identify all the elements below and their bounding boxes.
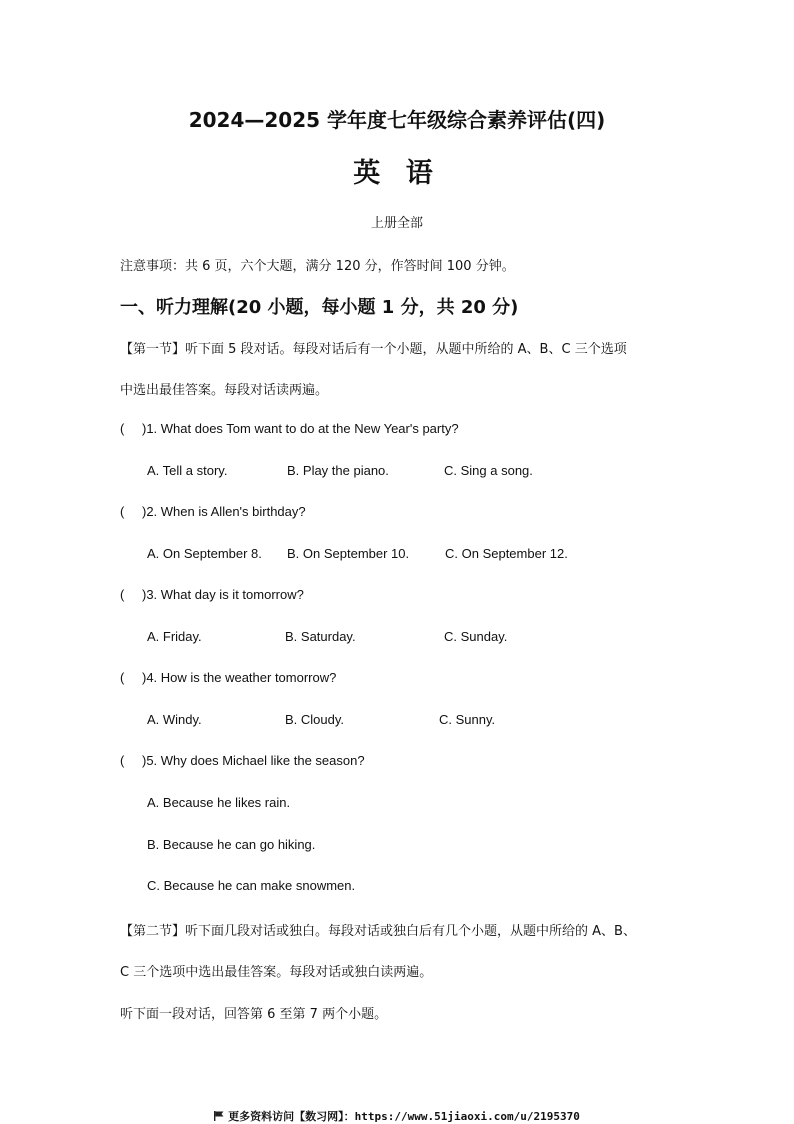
question-2 bbox=[120, 504, 306, 519]
q1-option-a: A. Tell a story. bbox=[147, 463, 228, 478]
q2-option-c: C. On September 12. bbox=[445, 546, 568, 561]
question-stem: )4. How is the weather tomorrow? bbox=[142, 670, 337, 685]
q5-option-c: C. Because he can make snowmen. bbox=[147, 878, 356, 893]
exam-title: 2024—2025 学年度七年级综合素养评估(四) bbox=[188, 108, 606, 132]
q3-option-c: C. Sunday. bbox=[444, 629, 508, 644]
q4-option-b: B. Cloudy. bbox=[285, 712, 345, 727]
question-stem: )3. What day is it tomorrow? bbox=[142, 587, 304, 602]
q4-option-c: C. Sunny. bbox=[439, 712, 496, 727]
answer-paren[interactable]: ( bbox=[120, 504, 125, 519]
answer-paren[interactable]: ( bbox=[120, 753, 125, 768]
part2-instruction-line2: C 三个选项中选出最佳答案。每段对话或独白读两遍。 bbox=[120, 965, 433, 980]
footer-link[interactable] bbox=[0, 1108, 794, 1124]
subject-title: 英 语 bbox=[353, 158, 441, 189]
q1-option-c: C. Sing a song. bbox=[444, 463, 533, 478]
part1-instruction-line2: 中选出最佳答案。每段对话读两遍。 bbox=[120, 383, 329, 398]
question-1 bbox=[120, 421, 459, 436]
part1-instruction-line1: 【第一节】听下面 5 段对话。每段对话后有一个小题，从题中所给的 A、B、C 三个选项 bbox=[120, 342, 627, 357]
q5-option-a: A. Because he likes rain. bbox=[147, 795, 291, 810]
answer-paren[interactable]: ( bbox=[120, 587, 125, 602]
footer-text: 更多资料访问【数习网】：https://www.51jiaoxi.com/u/2195370 bbox=[228, 1110, 580, 1123]
section-heading-listening: 一、听力理解(20 小题，每小题 1 分，共 20 分) bbox=[120, 297, 519, 318]
part2-instruction-line1: 【第二节】听下面几段对话或独白。每段对话或独白后有几个小题，从题中所给的 A、B、 bbox=[120, 924, 636, 939]
q5-option-b: B. Because he can go hiking. bbox=[147, 837, 316, 852]
question-4 bbox=[120, 670, 336, 685]
exam-scope: 上册全部 bbox=[370, 216, 423, 231]
question-stem: )2. When is Allen's birthday? bbox=[142, 504, 306, 519]
flag-icon bbox=[214, 1111, 224, 1121]
answer-paren[interactable]: ( bbox=[120, 421, 125, 436]
q4-option-a: A. Windy. bbox=[147, 712, 202, 727]
q3-option-a: A. Friday. bbox=[147, 629, 202, 644]
question-3 bbox=[120, 587, 304, 602]
part2-dialogue-instruction: 听下面一段对话，回答第 6 至第 7 两个小题。 bbox=[120, 1007, 388, 1022]
q3-option-b: B. Saturday. bbox=[285, 629, 356, 644]
q2-option-b: B. On September 10. bbox=[287, 546, 410, 561]
question-stem: )5. Why does Michael like the season? bbox=[142, 753, 365, 768]
q1-option-b: B. Play the piano. bbox=[287, 463, 389, 478]
question-stem: )1. What does Tom want to do at the New Year's party? bbox=[142, 421, 459, 436]
q2-option-a: A. On September 8. bbox=[147, 546, 262, 561]
question-5 bbox=[120, 753, 365, 768]
exam-notice: 注意事项：共 6 页，六个大题，满分 120 分，作答时间 100 分钟。 bbox=[120, 259, 515, 274]
answer-paren[interactable]: ( bbox=[120, 670, 125, 685]
